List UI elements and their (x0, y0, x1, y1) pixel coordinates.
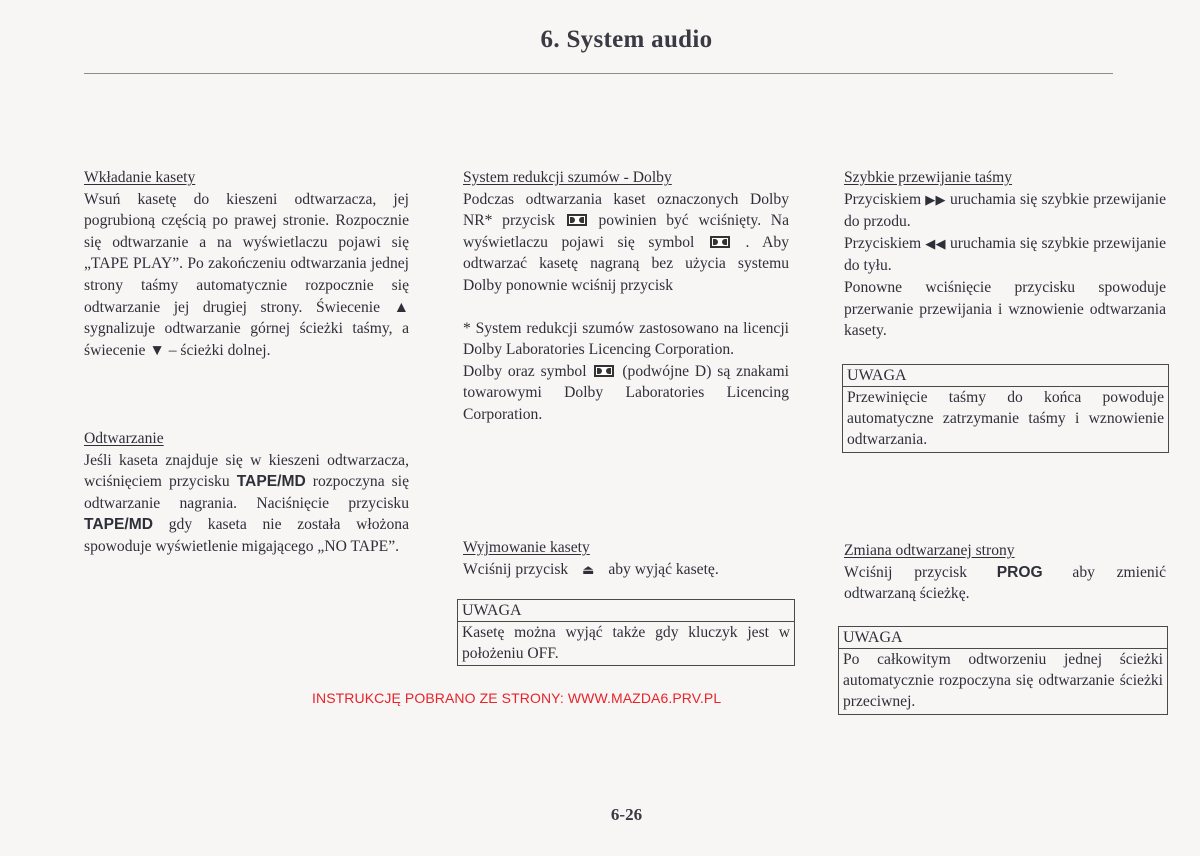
title-divider (84, 73, 1113, 74)
dolby-icon (710, 236, 730, 248)
text-fragment: Wciśnij przycisk (463, 560, 569, 578)
note-box (457, 599, 795, 666)
section-text (844, 562, 1166, 605)
note-title: UWAGA (458, 600, 794, 622)
text-fragment: rozpoczyna się odtwarzanie nagrania. Naciśnięcie przycisku (84, 473, 410, 512)
section-heading: Wyjmowanie kasety (463, 539, 590, 556)
text-fragment: aby wyjąć kasetę. (608, 560, 719, 578)
section-text: Ponowne wciśnięcie przycisku spowoduje przerwanie przewijania i wznowienie odtwarzania kasety. (844, 278, 1166, 340)
dolby-icon (567, 214, 587, 226)
fast-forward-icon: ▶▶ (925, 192, 946, 208)
text-fragment: . Aby odtwarzać kasetę nagraną bez użycia systemu Dolby ponownie wciśnij przycisk (463, 233, 789, 294)
text-fragment: uruchamia się szybkie przewijanie do przodu. (844, 190, 1166, 231)
section-heading: Odtwarzanie (84, 430, 164, 447)
page-number: 6-26 (610, 805, 643, 824)
section-change-side (844, 540, 1166, 605)
text-fragment: gdy kaseta nie została włożona spowoduje wyświetlenie migającego „NO TAPE”. (84, 516, 409, 555)
download-source-link[interactable]: INSTRUKCJĘ POBRANO ZE STRONY: WWW.MAZDA6.PRV.PL (312, 690, 722, 706)
eject-icon: ⏏ (582, 562, 595, 578)
section-insert-cassette (84, 167, 409, 361)
note-box (838, 626, 1168, 715)
note-title: UWAGA (839, 627, 1167, 649)
note-text: Po całkowitym odtworzeniu jednej ścieżki automatycznie rozpoczyna się odtwarzanie ścieżki przeciwnej. (843, 651, 1163, 710)
tape-md-button-label: TAPE/MD (84, 516, 154, 534)
text-fragment: powinien być wciśnięty. Na wyświetlaczu pojawi się symbol (463, 212, 789, 251)
section-fast-wind (844, 167, 1166, 342)
text-fragment: Dolby oraz symbol (463, 362, 587, 380)
text-fragment: aby zmienić odtwarzaną ścieżkę. (844, 563, 1166, 603)
section-text (844, 189, 1166, 233)
section-dolby (463, 167, 789, 426)
note-box (842, 364, 1169, 453)
dolby-icon (594, 365, 614, 377)
text-fragment: Przyciskiem (844, 234, 922, 252)
note-text: Przewinięcie taśmy do końca powoduje automatyczne zatrzymanie taśmy i wznowienie odtwarzania. (847, 389, 1164, 448)
section-playback (84, 428, 409, 558)
section-text (463, 559, 789, 582)
text-fragment: Przyciskiem (844, 190, 922, 208)
section-heading: System redukcji szumów - Dolby (463, 169, 672, 186)
section-heading: Wkładanie kasety (84, 169, 196, 186)
footnote-trademark (463, 361, 789, 426)
section-text (844, 233, 1166, 277)
section-heading: Zmiana odtwarzanej strony (844, 542, 1015, 559)
text-fragment: Podczas odtwarzania kaset oznaczonych Dolby NR* przycisk (463, 190, 789, 230)
text-fragment: Jeśli kaseta znajduje się w kieszeni odtwarzacza, wciśnięciem przycisku (84, 451, 409, 491)
section-text: Wsuń kasetę do kieszeni odtwarzacza, jej pogrubioną częścią po prawej stronie. Rozpocznie się odtwarzanie a na wyświetlaczu pojawi się „TAPE PLAY”. Po zakończeniu odtwarzania jednej strony taśmy automatycznie rozpocznie się odtwarzanie jej drugiej strony. Świecenie ▲ sygnalizuje odtwarzanie górnej ścieżki taśmy, a świecenie ▼ – ścieżki dolnej. (84, 190, 409, 359)
page-title: 6. System audio (540, 26, 713, 53)
text-fragment: Wciśnij przycisk (844, 563, 968, 581)
rewind-icon: ◀◀ (925, 236, 946, 252)
footnote-license: * System redukcji szumów zastosowano na licencji Dolby Laboratories Licencing Corporation. (463, 319, 789, 359)
section-text (463, 189, 789, 297)
note-title: UWAGA (843, 365, 1168, 387)
prog-button-label: PROG (996, 563, 1043, 581)
tape-md-button-label: TAPE/MD (236, 473, 306, 491)
text-fragment: (podwójne D) są znakami towarowymi Dolby Laboratories Licencing Corporation. (463, 362, 789, 423)
section-text (84, 450, 409, 558)
section-heading: Szybkie przewijanie taśmy (844, 169, 1013, 186)
section-eject (463, 537, 789, 581)
note-text: Kasetę można wyjąć także gdy kluczyk jest w położeniu OFF. (462, 624, 790, 662)
text-fragment: uruchamia się szybkie przewijanie do tyłu. (844, 234, 1166, 275)
